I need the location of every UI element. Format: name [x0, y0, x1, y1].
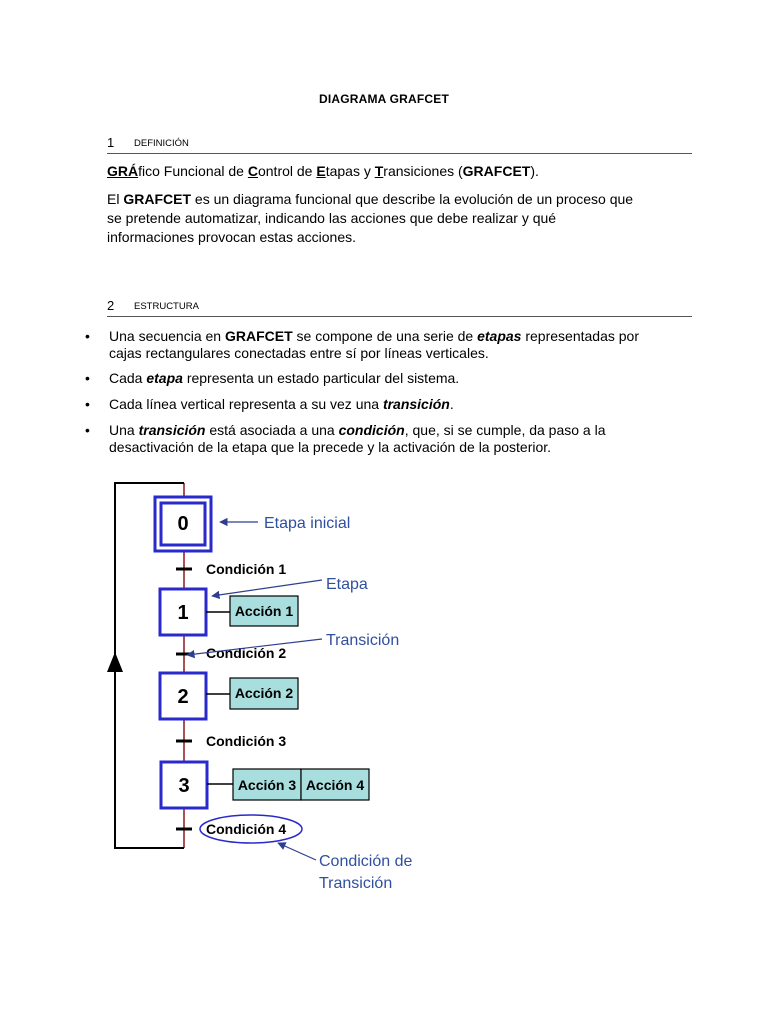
annotation-transition-condition: Transición	[319, 875, 393, 892]
step-3-box	[161, 762, 207, 808]
acronym-text: fico Funcional de	[138, 163, 248, 179]
acronym-text: ontrol de	[257, 163, 317, 179]
step-number: 2	[177, 686, 189, 708]
section-name: DEFINICIÓN	[134, 138, 189, 149]
item-text: Una	[109, 422, 139, 438]
condition-label: Condición 4	[206, 821, 287, 837]
acronym-text: ransiciones (	[383, 163, 463, 179]
item-text: , que, si se cumple, da paso a la desactivación de la etapa que la precede y la activación de la posterior.	[109, 422, 606, 455]
section-number: 1	[107, 135, 115, 150]
paragraph-text: El	[107, 191, 124, 207]
item-term: transición	[382, 396, 450, 412]
acronym-letter: E	[316, 163, 326, 179]
annotation-step: Etapa	[326, 576, 368, 593]
item-term: transición	[138, 422, 206, 438]
acronym-letter: T	[374, 163, 384, 179]
page-title: DIAGRAMA GRAFCET	[318, 92, 450, 106]
acronym-letters: GRÁ	[107, 163, 139, 179]
item-text: Cada línea vertical representa a su vez una	[109, 396, 383, 412]
acronym-letter: C	[247, 163, 258, 179]
section-name: ESTRUCTURA	[134, 301, 199, 312]
bullet-marker: •	[85, 422, 90, 438]
action-label: Acción 3	[237, 777, 297, 793]
step-number: 3	[178, 775, 190, 797]
bullet-marker: •	[85, 396, 90, 412]
item-text: representa un estado particular del sistema.	[182, 370, 460, 386]
item-term: condición	[338, 422, 405, 438]
step-2-box	[160, 673, 206, 719]
step-number: 0	[177, 513, 189, 535]
item-text: está asociada a una	[205, 422, 339, 438]
action-label: Acción 2	[234, 685, 294, 701]
item-term: etapa	[146, 370, 183, 386]
acronym-term: GRAFCET	[462, 163, 531, 179]
annotation-transition-condition: Condición de	[319, 853, 413, 870]
bullet-marker: •	[85, 370, 90, 386]
annotation-arrow	[212, 580, 322, 596]
condition-label: Condición 1	[206, 561, 287, 577]
item-text: .	[449, 396, 454, 412]
acronym-text: tapas y	[325, 163, 375, 179]
condition-label: Condición 2	[206, 645, 287, 661]
step-0-box	[155, 497, 211, 551]
action-label: Acción 1	[234, 603, 294, 619]
bullet-marker: •	[85, 328, 90, 344]
annotation-arrow	[278, 843, 316, 860]
annotation-initial-step: Etapa inicial	[264, 515, 351, 532]
paragraph-text: es un diagrama funcional que describe la evolución de un proceso que se pretende automatizar, indicando las acciones que debe realizar y qué informaciones provocan estas acciones.	[107, 191, 634, 245]
item-term: GRAFCET	[224, 328, 293, 344]
step-number: 1	[177, 602, 189, 624]
item-text: Una secuencia en	[109, 328, 225, 344]
item-text: se compone de una serie de	[292, 328, 478, 344]
paragraph-term: GRAFCET	[123, 191, 192, 207]
acronym-text: ).	[530, 163, 539, 179]
step-1-box	[160, 589, 206, 635]
item-text: Cada	[109, 370, 147, 386]
item-text: representadas por cajas rectangulares conectadas entre sí por líneas verticales.	[109, 328, 639, 361]
annotation-transition: Transición	[326, 632, 400, 649]
item-term: etapas	[477, 328, 522, 344]
section-number: 2	[107, 298, 115, 313]
condition-label: Condición 3	[206, 733, 287, 749]
return-arrow-icon	[107, 652, 123, 672]
action-label: Acción 4	[305, 777, 365, 793]
